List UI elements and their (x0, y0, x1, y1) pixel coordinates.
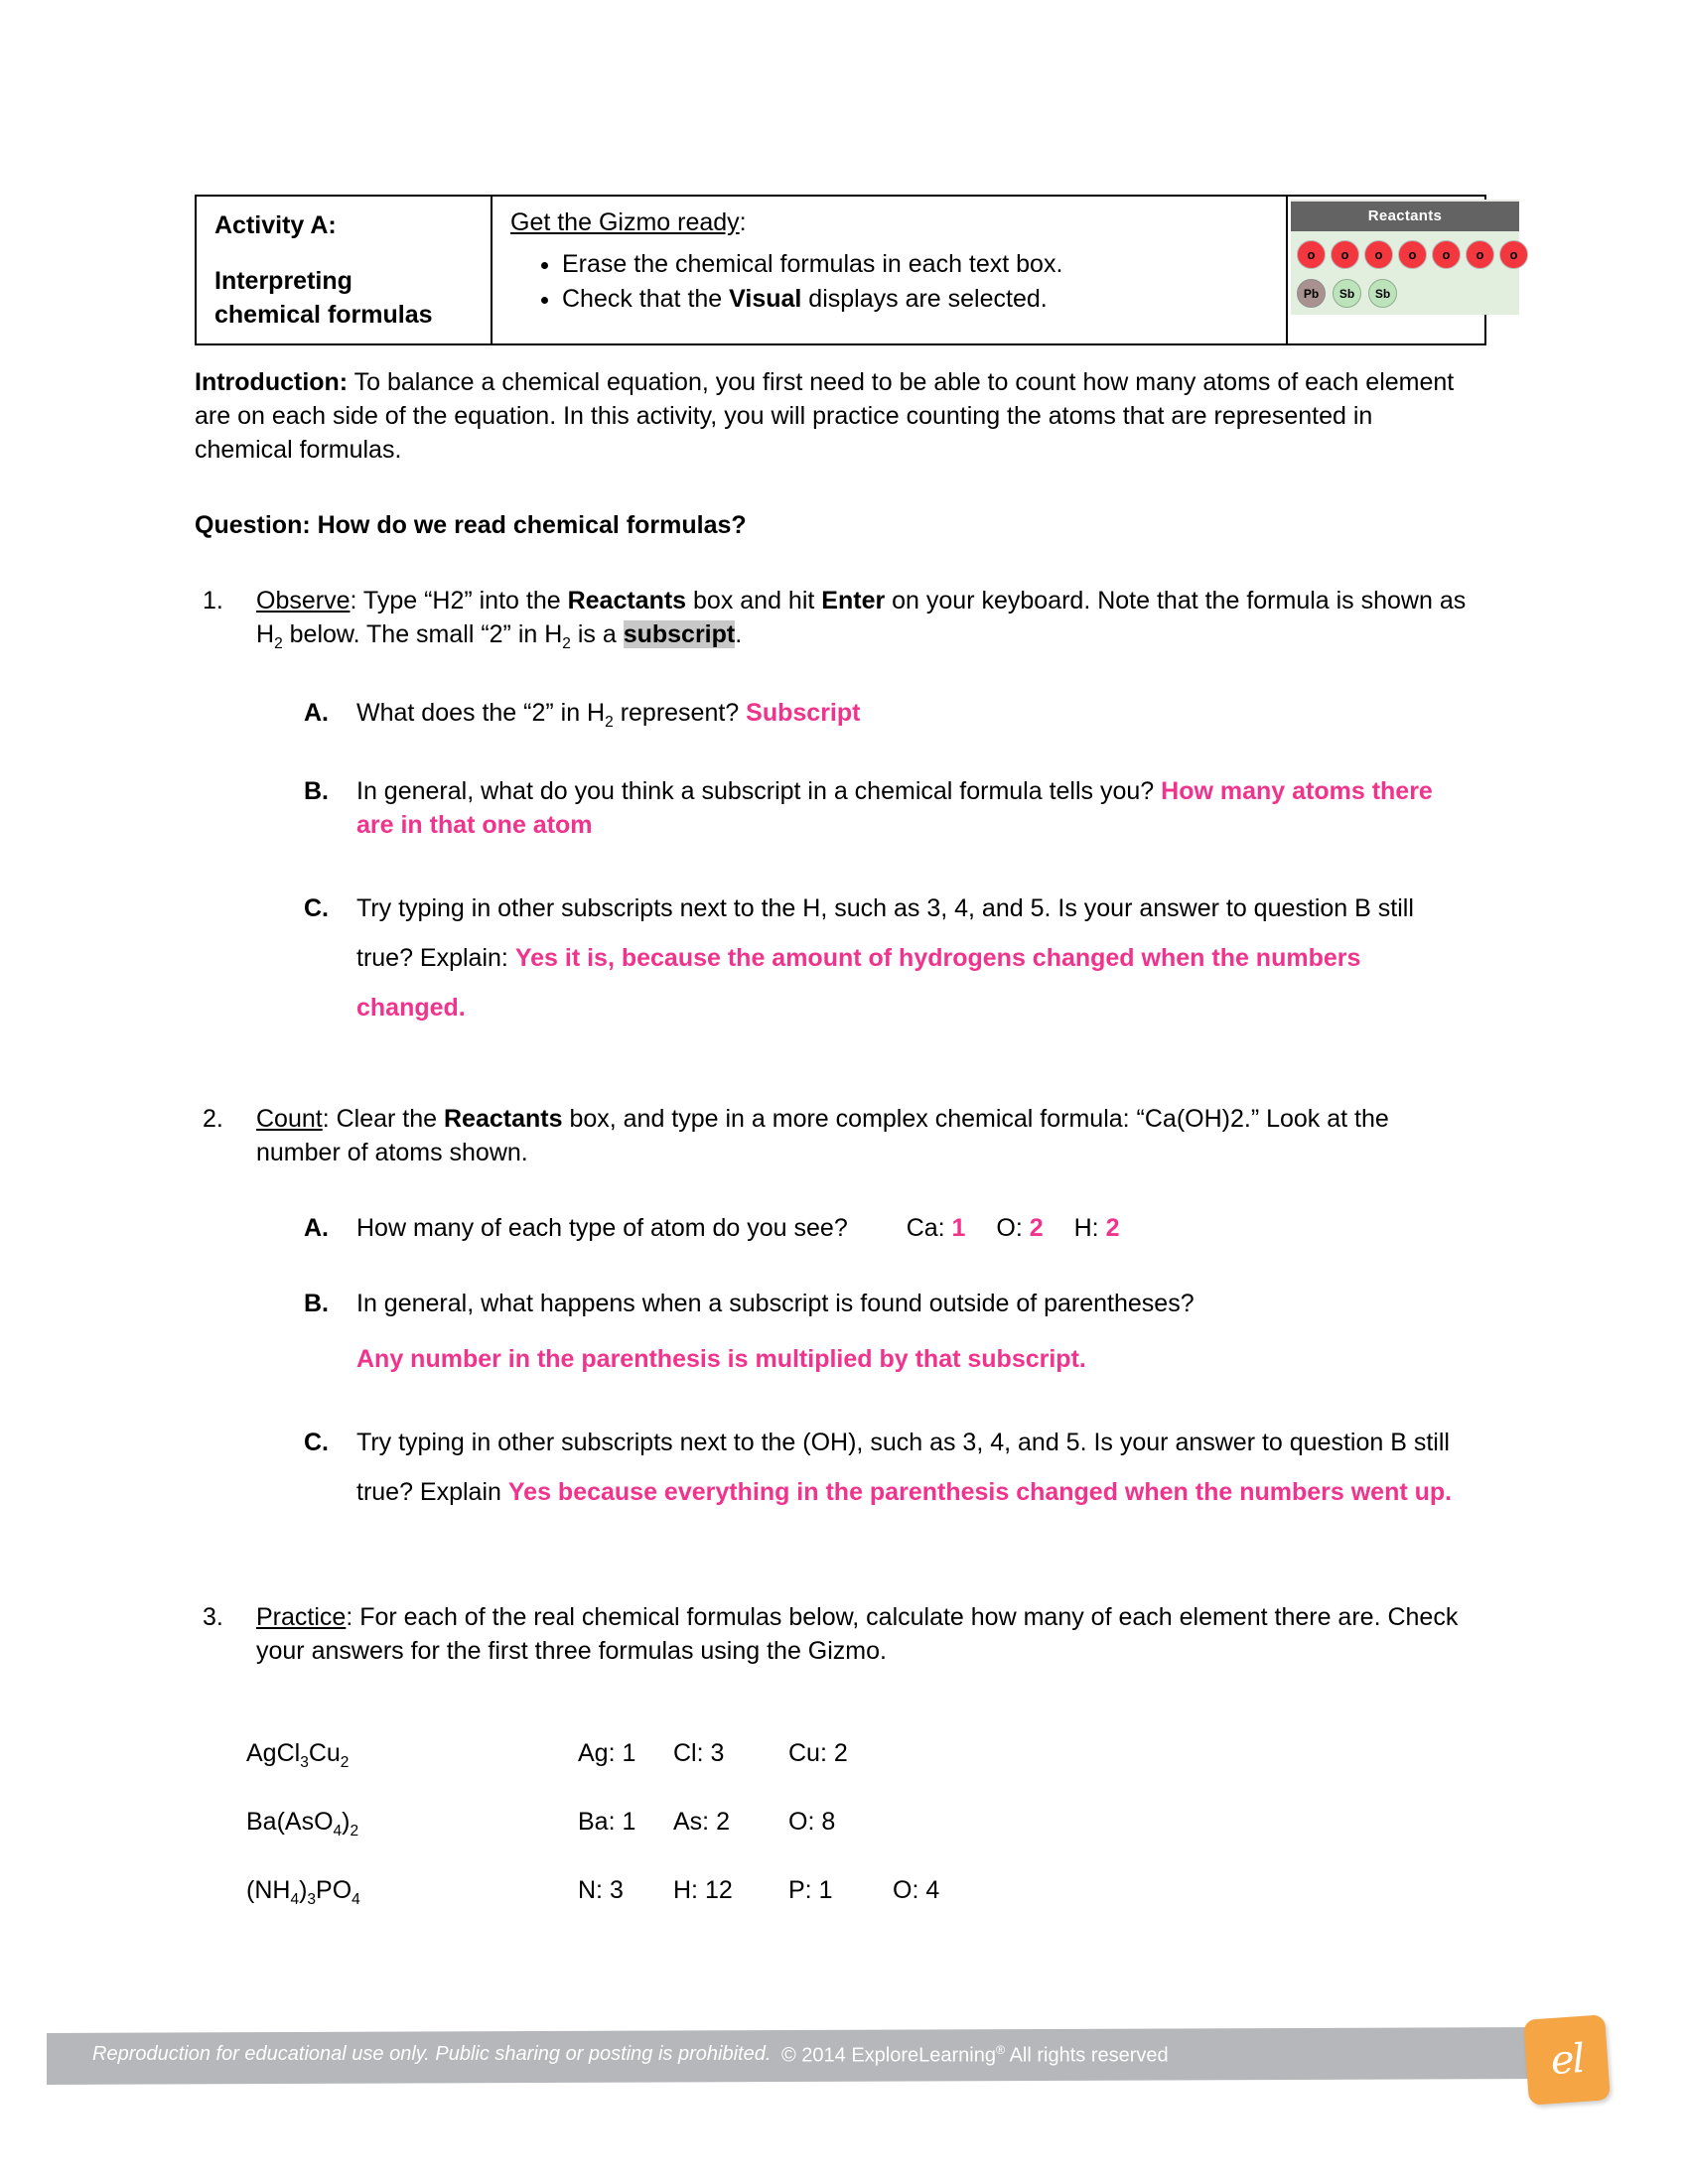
page-footer (47, 2023, 1596, 2093)
list-item (562, 248, 1280, 282)
oxygen-atom-icon: o (1331, 240, 1359, 269)
antimony-atom-icon: Sb (1333, 279, 1361, 308)
oxygen-atom-icon: o (1432, 240, 1461, 269)
formula-part: ) (342, 1808, 351, 1836)
activity-topic-line2: chemical formulas (214, 301, 433, 329)
formula-subscript: 2 (350, 1823, 359, 1840)
table-row (246, 1876, 992, 1945)
count-entry: N: 3 (578, 1876, 624, 1904)
explorelearning-logo (1523, 2014, 1611, 2106)
registered-trademark-icon: ® (996, 2043, 1006, 2057)
formula-subscript: 4 (290, 1891, 300, 1908)
formula-subscript: 4 (352, 1891, 360, 1908)
step-2-part-a-question: How many of each type of atom do you see? (356, 1214, 848, 1243)
count-label-o: O: (996, 1214, 1023, 1243)
formula-subscript: 4 (333, 1823, 343, 1840)
step-1-subscript-1: 2 (274, 635, 283, 652)
antimony-atom-icon: Sb (1368, 279, 1397, 308)
step-1-part-a-subscript: 2 (605, 714, 614, 732)
count-value-ca: 1 (951, 1214, 966, 1243)
step-2-part-b-question: In general, what happens when a subscript is found outside of parentheses? (356, 1290, 1195, 1318)
step-1-part-b-letter: B. (304, 777, 329, 806)
gizmo-thumbnail-cell (1286, 197, 1518, 343)
step-1-part-c-question: Try typing in other subscripts next to the H, such as 3, 4, and 5. Is your answer to question B still true? Explain: (356, 894, 1414, 973)
oxygen-atom-icon: o (1398, 240, 1427, 269)
activity-title-cell (197, 197, 492, 343)
activity-label: Activity A: (214, 211, 337, 239)
formula-part: (NH (246, 1876, 291, 1904)
step-1-part-c-answer: Yes it is, because the amount of hydrogens changed when the numbers changed. (356, 944, 1361, 1023)
footer-copyright (781, 2043, 1169, 2068)
oxygen-atom-icon: o (1364, 240, 1393, 269)
activity-topic-line1: Interpreting (214, 267, 352, 295)
step-2-part-c-answer: Yes because everything in the parenthesis changed when the numbers went up. (507, 1478, 1453, 1507)
step-1-verb: Observe (256, 587, 351, 614)
gizmo-ready-cell (492, 197, 1286, 343)
bullet-bold-term: Visual (729, 285, 802, 313)
step-1-number: 1. (203, 587, 223, 614)
question-heading-text: Question: How do we read chemical formulas? (195, 511, 747, 539)
count-entry: Cu: 2 (788, 1739, 848, 1767)
gizmo-panel-title: Reactants (1291, 202, 1519, 231)
step-1 (195, 584, 1471, 654)
step-3 (195, 1600, 1471, 1668)
logo-glyph-icon: el (1549, 2035, 1585, 2085)
step-1-part-a-answer: Subscript (746, 699, 861, 728)
bullet-text: Check that the (562, 285, 730, 313)
step-2-verb: Count (256, 1105, 323, 1134)
introduction-label: Introduction: (195, 368, 349, 396)
practice-formula-list (246, 1739, 992, 1945)
introduction-paragraph (195, 365, 1471, 467)
count-entry: Ag: 1 (578, 1739, 636, 1767)
count-value-o: 2 (1029, 1214, 1044, 1243)
count-value-h: 2 (1105, 1214, 1120, 1243)
step-2-text-b: box, and type in a more complex chemical formula: “Ca(OH)2.” Look at the number of atoms shown. (256, 1105, 1389, 1167)
practice-formula-2 (246, 1808, 578, 1841)
count-entry: As: 2 (673, 1808, 730, 1836)
oxygen-atom-icon: o (1499, 240, 1528, 269)
question-heading (195, 508, 1471, 542)
count-label-ca: Ca: (906, 1214, 945, 1243)
step-1-part-a-question-tail: represent? (613, 699, 747, 728)
oxygen-atom-icon: o (1466, 240, 1494, 269)
formula-part: Cu (308, 1739, 341, 1767)
practice-formula-3 (246, 1876, 578, 1909)
step-2-part-b-letter: B. (304, 1290, 329, 1318)
step-1-text-b: box and hit (686, 587, 822, 614)
footer-usage-notice: Reproduction for educational use only. Public sharing or posting is prohibited. (92, 2043, 772, 2065)
step-1-text-e: is a (570, 620, 624, 648)
step-1-part-b-answer: How many atoms there are in that one atom (356, 777, 1433, 840)
footer-copyright-text: © 2014 ExploreLearning (781, 2044, 996, 2067)
step-2-part-c-question: Try typing in other subscripts next to the (OH), such as 3, 4, and 5. Is your answer to question B still true? Explain (356, 1429, 1450, 1507)
gizmo-ready-heading (510, 206, 1280, 240)
step-1-text-f: . (735, 620, 743, 648)
step-1-text-a: : Type “H2” into the (350, 587, 568, 614)
gizmo-canvas (1291, 231, 1519, 315)
activity-header-table (195, 195, 1518, 345)
footer-rights-text: All rights reserved (1005, 2044, 1169, 2067)
molecule-atom-row (1297, 279, 1397, 308)
step-1-text-d: below. The small “2” in H (282, 620, 563, 648)
table-row (246, 1739, 992, 1808)
step-1-part-a-question: What does the “2” in H (356, 699, 606, 728)
count-entry: Ba: 1 (578, 1808, 636, 1836)
count-label-h: H: (1073, 1214, 1099, 1243)
step-2-part-b (284, 1287, 1471, 1376)
document-body (195, 365, 1471, 1668)
practice-counts-3 (578, 1876, 992, 1905)
step-2-text-a: : Clear the (322, 1105, 444, 1134)
lead-atom-icon: Pb (1297, 279, 1326, 308)
step-3-verb: Practice (256, 1603, 347, 1632)
step-1-text-c: on your keyboard. Note that the formula is shown as H (256, 587, 1467, 648)
formula-part: PO (316, 1876, 352, 1904)
step-2-number: 2. (203, 1105, 223, 1134)
count-entry: H: 12 (673, 1876, 733, 1904)
formula-subscript: 3 (300, 1754, 309, 1771)
table-row (246, 1808, 992, 1876)
step-3-text: : For each of the real chemical formulas below, calculate how many of each element there are. Check your answers for the first three formulas using the Gizmo. (256, 1603, 1459, 1666)
step-1-part-a-letter: A. (304, 699, 329, 728)
formula-part: Ba(AsO (246, 1808, 334, 1836)
formula-part: AgCl (246, 1739, 301, 1767)
step-1-part-b (284, 774, 1471, 842)
step-1-part-c (284, 884, 1471, 1032)
step-1-part-b-question: In general, what do you think a subscript in a chemical formula tells you? (356, 777, 1162, 806)
step-2 (195, 1102, 1471, 1169)
step-1-subscript-2: 2 (562, 635, 571, 652)
bullet-text: Erase the chemical formulas in each text box. (562, 249, 1063, 278)
count-entry: Cl: 3 (673, 1739, 725, 1767)
count-entry: O: 8 (788, 1808, 836, 1836)
count-entry: P: 1 (788, 1876, 833, 1904)
step-1-part-c-letter: C. (304, 894, 329, 923)
gizmo-ready-label: Get the Gizmo ready (510, 208, 740, 236)
list-item (562, 283, 1280, 317)
oxygen-atom-row (1297, 240, 1528, 269)
practice-formula-1 (246, 1739, 578, 1772)
formula-subscript: 3 (307, 1891, 317, 1908)
introduction-text: To balance a chemical equation, you first need to be able to count how many atoms of each element are on each side of the equation. In this activity, you will practice counting the atoms that are represented in chemical formulas. (195, 368, 1455, 464)
count-entry: O: 4 (893, 1876, 940, 1904)
step-2-part-c (284, 1418, 1471, 1517)
gizmo-screenshot (1291, 200, 1519, 315)
step-2-part-a-letter: A. (304, 1214, 329, 1243)
step-3-number: 3. (203, 1603, 223, 1632)
formula-part: ) (299, 1876, 308, 1904)
step-1-part-a (284, 696, 1471, 733)
step-2-part-a (284, 1211, 1471, 1245)
step-1-bold-reactants: Reactants (567, 587, 687, 614)
oxygen-atom-icon: o (1297, 240, 1326, 269)
step-2-part-c-letter: C. (304, 1429, 329, 1457)
practice-counts-1 (578, 1739, 904, 1768)
step-2-bold-reactants: Reactants (444, 1105, 563, 1134)
step-1-highlight-subscript: subscript (623, 620, 736, 648)
gizmo-ready-bullets (510, 248, 1280, 317)
formula-subscript: 2 (340, 1754, 350, 1771)
practice-counts-2 (578, 1808, 904, 1837)
step-2-part-b-answer: Any number in the parenthesis is multiplied by that subscript. (356, 1345, 1086, 1374)
bullet-text-tail: displays are selected. (801, 285, 1048, 313)
gizmo-ready-colon: : (739, 208, 747, 236)
step-1-bold-enter: Enter (821, 587, 886, 614)
